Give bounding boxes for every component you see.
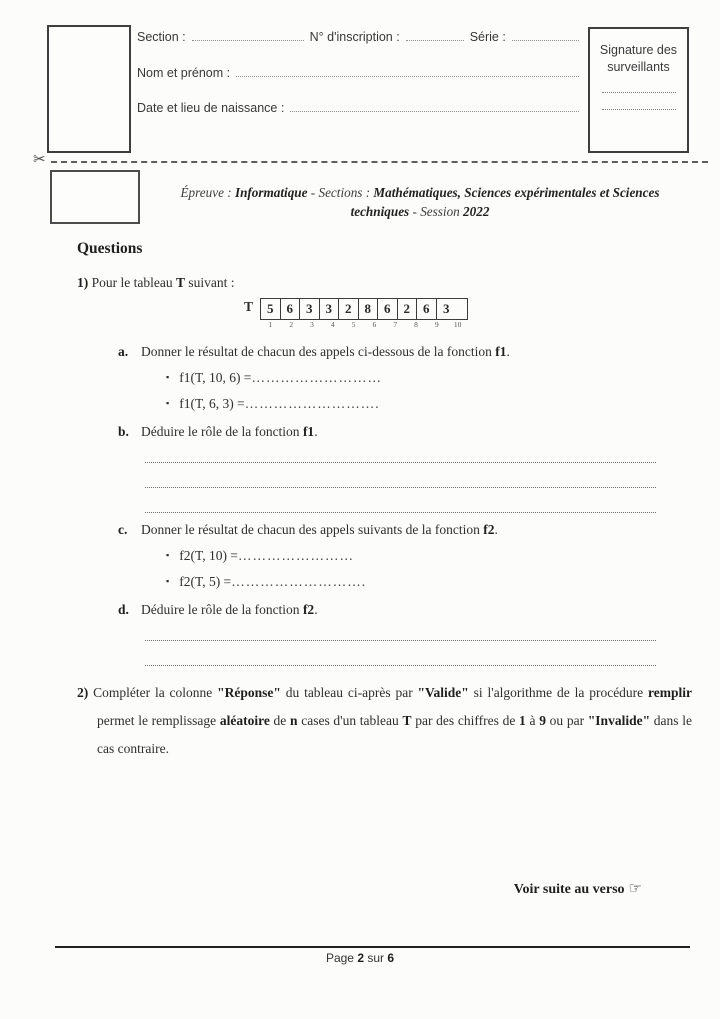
questions-heading: Questions <box>77 240 143 257</box>
footer-rule <box>55 946 690 948</box>
signature-line-1 <box>602 92 676 93</box>
sections-value: Mathématiques, Sciences expérimentales et Sciences techniques <box>350 185 660 219</box>
signature-box <box>588 27 689 153</box>
cut-dashes <box>51 161 708 163</box>
bullet-icon: ▪ <box>166 398 170 408</box>
question-1c: c. Donner le résultat de chacun des appels suivants de la fonction f2. <box>118 522 498 537</box>
array-cell: 6 <box>281 299 301 319</box>
call-f1-1: ▪ f1(T, 10, 6) = ……………………… <box>166 370 382 385</box>
exam-banner <box>150 183 690 221</box>
inscription-label: N° d'inscription : <box>309 30 400 44</box>
call-f2-2: ▪ f2(T, 5) = ………………………. <box>166 574 367 589</box>
epreuve-label: Épreuve : <box>180 185 232 200</box>
array-cell: 2 <box>398 299 418 319</box>
array-cell: 5 <box>261 299 281 319</box>
array-T <box>0 298 716 329</box>
session-label: Session <box>420 204 460 219</box>
serie-label: Série : <box>469 30 506 44</box>
array-T-cells <box>260 298 468 320</box>
array-T-label: T <box>244 299 254 314</box>
array-cell: 6 <box>378 299 398 319</box>
array-cell: 8 <box>359 299 379 319</box>
banner-dash-1: - <box>310 185 316 200</box>
answer-line <box>145 463 656 488</box>
signature-line-2 <box>602 109 676 110</box>
section-field <box>192 30 304 41</box>
answer-area-1b <box>145 440 656 513</box>
nom-label: Nom et prénom : <box>137 66 231 80</box>
cut-line <box>33 153 708 168</box>
answer-dots: …………………… <box>237 548 354 563</box>
inscription-field <box>406 30 464 41</box>
array-cell: 6 <box>417 299 437 319</box>
candidate-photo-box <box>47 25 131 153</box>
signature-title: Signature des surveillants <box>599 43 678 74</box>
field-row-naissance <box>137 101 579 115</box>
session-value: 2022 <box>463 204 490 219</box>
array-cell: 3 <box>320 299 340 319</box>
answer-line <box>145 641 656 666</box>
call-f1-2: ▪ f1(T, 6, 3) = ………………………. <box>166 396 380 411</box>
array-cell: 3 <box>443 301 450 316</box>
question-1d: d. Déduire le rôle de la fonction f2. <box>118 602 318 617</box>
bullet-icon: ▪ <box>166 576 170 586</box>
naissance-field <box>290 101 579 112</box>
serie-field <box>512 30 579 41</box>
answer-dots: ………………………. <box>244 396 380 411</box>
page-number: Page 2 sur 6 <box>325 951 395 965</box>
answer-line <box>145 618 656 641</box>
sections-label: Sections : <box>318 185 371 200</box>
main-content <box>0 240 720 898</box>
voir-suite-note: Voir suite au verso ☞ <box>513 881 642 897</box>
q2-number: 2) <box>77 685 89 700</box>
answer-dots: ………………………. <box>231 574 367 589</box>
array-cell: 3 <box>300 299 320 319</box>
section-label: Section : <box>137 30 186 44</box>
candidate-fields <box>137 30 579 137</box>
q1-number: 1) <box>77 275 89 290</box>
question-2: 2) Compléter la colonne "Réponse" du tableau ci-après par "Valide" si l'algorithme de la procédure remplir permet le remplissage aléatoire de n cases d'un tableau T par des chiffres de 1 à 9 ou par "Invalide" dans le cas contraire. <box>77 685 693 756</box>
answer-dots: ……………………… <box>251 370 382 385</box>
scissors-icon: ✂ <box>33 152 46 168</box>
epreuve-value: Informatique <box>234 185 308 200</box>
bullet-icon: ▪ <box>166 550 170 560</box>
pointing-hand-icon: ☞ <box>628 881 642 897</box>
question-1a: a. Donner le résultat de chacun des appels ci-dessous de la fonction f1. <box>118 344 510 359</box>
field-row-section <box>137 30 579 44</box>
answer-line <box>145 440 656 463</box>
array-cell: 2 <box>339 299 359 319</box>
array-T-indices: 1 2 3 4 5 6 7 8 9 10 <box>268 320 462 329</box>
answer-area-1d <box>145 618 656 666</box>
question-1b: b. Déduire le rôle de la fonction f1. <box>118 424 318 439</box>
question-1-intro: 1) Pour le tableau T suivant : <box>77 275 235 290</box>
stamp-box <box>50 170 140 224</box>
banner-dash-2: - <box>412 204 417 219</box>
bullet-icon: ▪ <box>166 372 170 382</box>
call-f2-1: ▪ f2(T, 10) = …………………… <box>166 548 354 563</box>
field-row-nom <box>137 66 579 80</box>
answer-line <box>145 488 656 513</box>
nom-field <box>236 66 579 77</box>
naissance-label: Date et lieu de naissance : <box>137 101 285 115</box>
